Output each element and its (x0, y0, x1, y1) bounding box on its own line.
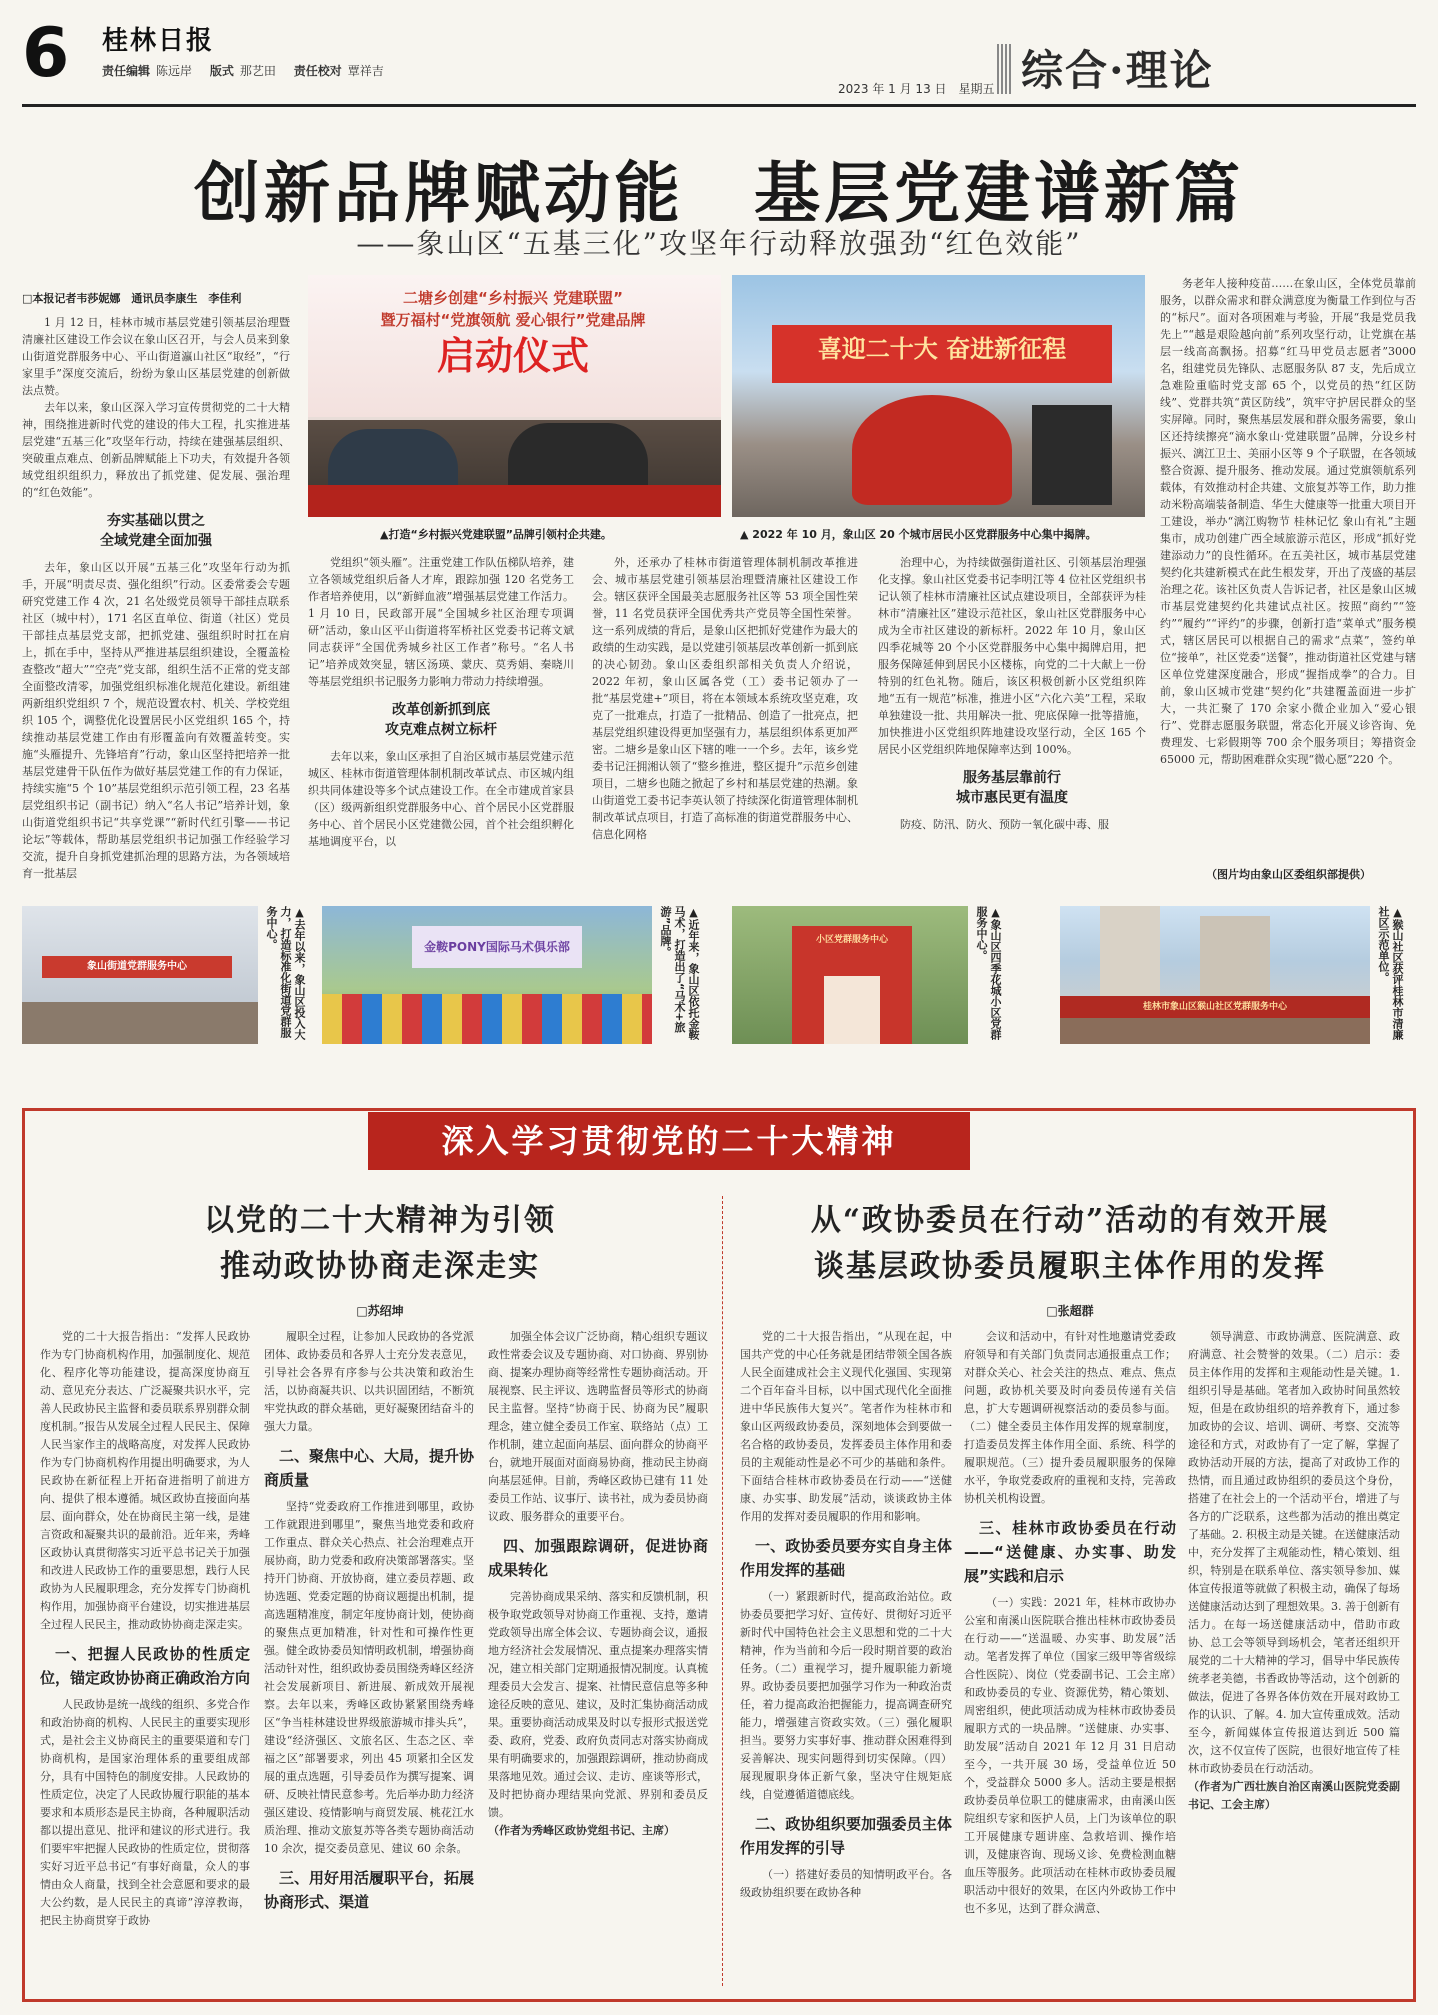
row-caption-4: ▲猴山社区获评桂林市清廉社区示范单位。 (1377, 906, 1404, 1040)
photo-table (308, 485, 721, 517)
photo-houshan-community (1060, 906, 1370, 1044)
column-4-tail: 防疫、防汛、防火、预防一氧化碳中毒、服 (900, 818, 1109, 831)
photo-credit: （图片均由象山区委组织部提供） (1206, 868, 1371, 881)
main-subheadline: ——象山区“五基三化”攻坚年行动释放强劲“红色效能” (356, 227, 1082, 260)
editor-credits (102, 62, 398, 79)
right-col1c-text: （一）搭建好委员的知情明政平台。各级政协组织要在政协各种 (740, 1868, 952, 1899)
column-5-body: 务老年人接种疫苗……在象山区，全体党员靠前服务，以群众需求和群众满意度为衡量工作到位与否的“标尺”。面对各项困难与考验，开展“我是党员我先上”“越是艰险越向前”系列攻坚行动，让党旗在基层一线高高飘扬。招募“红马甲党员志愿者”3000 名，组建党员先锋队、志愿服务队 87 支，先后成立急难险重临时党支部 65 个，以党员的热“红区防线”、党群共筑“黄区防线”，筑牢守护居民群众的坚实屏障。同时，聚焦基层发展和群众服务需要，象山区还持续擦亮“滴水象山·党建联盟”品牌，分设乡村振兴、漓江卫士、美丽小区等 9 个子联盟，在各领域整合资源、提升服务、推动发展。通过党旗领航系列载体，有效推动村企共建、文旅复苏等工作，助力推动米粉高端装备制造、华生大健康等一批重大项目开工建设，举办“漓江购物节 桂林记忆 象山有礼”主题集市，成功创建广西全域旅游示范区，形成“抓好党建添动力”的良性循环。在五美社区，城市基层党建契约化共建新模式在此生根发芽，开出了茂盛的基层治理之花。该社区负责人告诉记者，社区是象山区城市基层党建契约化共建试点社区。按照“商约”“签约”“履约”“评约”的步骤，创新打造“菜单式”服务模式，辖区居民可以根据自己的需求“点菜”，签约单位“接单”，社区党委“送餐”，推动街道社区党建与辖区单位党建深度融合，形成“握指成拳”的合力。目前，象山区城市党建“契约化”共建覆盖面进一步扩大，一共汇聚了 170 余家小微企业加入“爱心银行”、党群志愿服务联盟，常态化开展义诊咨询、免费理发、七彩假期等 700 余个服务项目；筹措资金 65000 元，帮助困难群众实现“微心愿”220 个。 (1160, 277, 1416, 766)
page-number: 6 (22, 14, 70, 93)
photo-sign-community: 小区党群服务中心 (815, 935, 888, 945)
subhead-3: 服务基层靠前行 城市惠民更有温度 (956, 770, 1068, 806)
left-article-author: □苏绍坤 (356, 1304, 404, 1318)
left-author-note: （作者为秀峰区政协党组书记、主席） (488, 1824, 675, 1837)
left-title-line-2: 推动政协协商走深走实 (220, 1249, 540, 1284)
proof-label: 责任校对 (293, 64, 342, 78)
row-caption-2: ▲近年来，象山区依托金鞍马术，打造出了“马术+旅游”品牌。 (659, 906, 700, 1040)
article-column-3 (592, 554, 858, 894)
main-headline: 创新品牌赋动能 基层党建谱新篇 (194, 155, 1244, 232)
article-column-4 (878, 554, 1146, 894)
right-column-3 (1188, 1328, 1400, 1988)
left-article-title (60, 1198, 700, 1290)
paper-name: 桂林日报 (102, 26, 215, 56)
photo-2-caption: ▲ 2022 年 10 月，象山区 20 个城市居民小区党群服务中心集中揭牌。 (740, 528, 1097, 541)
feature-divider (722, 1196, 723, 1986)
photo-floor (22, 1002, 258, 1044)
issue-date: 2023 年 1 月 13 日 星期五 (838, 82, 995, 96)
right-title-line-1: 从“政协委员在行动”活动的有效开展 (810, 1203, 1330, 1238)
section-bars (997, 44, 1011, 94)
right-article-title (740, 1198, 1400, 1290)
right-title-line-2: 谈基层政协委员履职主体作用的发挥 (814, 1249, 1326, 1284)
photo-officials (1032, 405, 1112, 505)
left-col1-text: 党的二十大报告指出：“发挥人民政协作为专门协商机构作用，加强制度化、规范化、程序化等功能建设，提高深度协商互动、意见充分表达、广泛凝聚共识水平，完善人民政协民主监督和委员联系界别群众制度机制。”报告从发展全过程人民民主、保障人民当家作主的战略高度，对发挥人民政协作为专门协商机构作用提出明确要求，为人民政协在新征程上开拓奋进指明了前进方向、提供了根本遵循。城区政协直接面向基层、面向群众，处在协商民主第一线，是建言资政和凝聚共识的最前沿。近年来，秀峰区政协认真贯彻落实习近平总书记关于加强和改进人民政协工作的重要思想，践行人民政协为人民履职理念，充分发挥专门协商机构作用，加强协商平台建设，切实推进基层全过程人民民主，推动政协协商走深走实。 (40, 1330, 250, 1631)
left-column-1 (40, 1328, 250, 1988)
article-column-1 (22, 290, 290, 885)
photo-tower-1 (1100, 906, 1160, 996)
left-col2b-text: 坚持“党委政府工作推进到哪里，政协工作就跟进到哪里”，聚焦当地党委和政府工作重点、群众关心热点、社会治理难点开展协商，助力党委和政府决策部署落实。坚持开门协商、开放协商，建立委员荐题、政协选题、党委定题的协商议题提出机制，提高选题精准度，制定年度协商计划，使协商的聚焦点更加精准，针对性和可操作性更强。健全政协委员知情明政机制，增强协商活动针对性，组织政协委员围绕秀峰区经济社会发展新项目、新进展、新成效开展视察。去年以来，秀峰区政协紧紧围绕秀峰区“争当桂林建设世界级旅游城市排头兵”，建设“经济强区、文旅名区、生态之区、幸福之区”部署要求，列出 45 项紧扣全区发展的重点选题，引导委员作为撰写提案、调研、反映社情民意参考。先后举办助力经济强区建设、疫情影响与商贸发展、桃花江水质治理、推动文旅复苏等各类专题协商活动 10 余次，提交委员意见、建议 60 余条。 (264, 1500, 474, 1855)
photo-1-caption: ▲打造“乡村振兴党建联盟”品牌引领村企共建。 (380, 528, 612, 541)
left-subhead-3: 三、用好用活履职平台，拓展协商形式、渠道 (264, 1869, 474, 1911)
photo-door (824, 976, 880, 1044)
photo-street-center (22, 906, 258, 1044)
row-caption-3: ▲象山区四季花城小区党群服务中心。 (975, 906, 1002, 1040)
right-subhead-2: 二、政协组织要加强委员主体作用发挥的引导 (740, 1815, 952, 1857)
editor-name: 陈远岸 (156, 64, 193, 78)
row-caption-1: ▲去年以来，象山区投入大力，打造标准化街道党群服务中心。 (265, 906, 306, 1040)
subhead-1: 夯实基础以贯之 全域党建全面加强 (100, 513, 212, 549)
photo-storefront (1060, 1018, 1370, 1044)
right-col1-text: 党的二十大报告指出，“从现在起，中国共产党的中心任务就是团结带领全国各族人民全面建成社会主义现代化强国、实现第二个百年奋斗目标，以中国式现代化全面推进中华民族伟大复兴”。笔者作为桂林市和象山区两级政协委员，深刻地体会到要做一名合格的政协委员，发挥委员主体作用和委员的主观能动性是必不可少的基础和条件。下面结合桂林市政协委员在行动——“送健康、办实事、助发展”活动，谈谈政协主体作用的发挥对委员履职的作用和影响。 (740, 1330, 952, 1523)
article-column-5 (1160, 275, 1416, 855)
left-col3b-text: 完善协商成果采纳、落实和反馈机制，积极争取党政领导对协商工作重视、支持，邀请党政领导出席全体会议、专题协商会议，通报地方经济社会发展情况、重点提案办理落实情况，建立相关部门定期通报情况制度。认真梳理委员大会发言、提案、社情民意信息等多种途径反映的意见、建议，及时汇集协商活动成果。重要协商活动成果及时以专报形式报送党委、政府，党委、政府负责同志对落实协商成果有明确要求的，加强跟踪调研，推动协商成果落地见效。通过会议、走访、座谈等形式，及时把协商办理结果向党派、界别和委员反馈。 (488, 1590, 708, 1819)
left-col3-text: 加强全体会议广泛协商，精心组织专题议政性常委会议及专题协商、对口协商、界别协商、提案办理协商等经常性专题协商活动。开展视察、民主评议、选聘监督员等形式的协商民主监督。坚持“协商于民、协商为民”履职理念，建立健全委员工作室、联络站（点）工作机制，建立起面向基层、面向群众的协商平台，就地开展面对面商易协商，推动民主协商向基层延伸。目前，秀峰区政协已建有 11 处委员工作站、议事厅、读书社，成为委员协商议政、服务群众的重要平台。 (488, 1330, 708, 1523)
photo-ertang-ceremony (308, 275, 721, 517)
left-subhead-4: 四、加强跟踪调研，促进协商成果转化 (488, 1537, 708, 1579)
right-col1b-text: （一）紧跟新时代，提高政治站位。政协委员要把学习好、宣传好、贯彻好习近平新时代中国特色社会主义思想和党的二十大精神，作为当前和今后一段时期首要的政治任务。（二）重视学习，提升履职能力新境界。政协委员要把加强学习作为一种政治责任，着力提高政治把握能力，提高调查研究能力，增强建言资政实效。（三）强化履职担当。要努力实事好事、推动群众困难得到妥善解决、现实问题得到切实保障。（四）展现履职身体正新气象，坚决守住规矩底线，自觉遵循道德底线。 (740, 1590, 952, 1801)
section-title: 综合·理论 (1021, 46, 1214, 95)
left-subhead-1: 一、把握人民政协的性质定位，锚定政协协商正确政治方向 (40, 1645, 250, 1687)
photo-sign-street: 象山街道党群服务中心 (42, 956, 232, 978)
left-subhead-2: 二、聚焦中心、大局，提升协商质量 (264, 1447, 474, 1489)
photo-crowd (322, 994, 652, 1044)
right-column-2 (964, 1328, 1176, 1988)
column-2-body-2: 去年以来，象山区承担了自治区城市基层党建示范城区、桂林市街道管理体制机制改革试点、市区城内组织共同体建设等多个试点建设工作。在全市建成首家县（区）级两新组织党群服务中心、首个居民小区党群服务中心、首个居民小区党建微公园，首个社会组织孵化基地调度平台，以 (308, 750, 574, 848)
masthead (22, 14, 1416, 109)
intro-paragraph-2: 去年以来，象山区深入学习宣传贯彻党的二十大精神，围绕推进新时代党的建设的伟大工程，扎实推进基层党建“五基三化”攻坚年行动，持续在建强基层组织、突破重点难点、创新品牌赋能上下功夫，有效提升各领域党组织组织力，释放出了抓党建、促发展、强治理的“红色效能”。 (22, 401, 290, 499)
layout-label: 版式 (209, 64, 234, 78)
photo-sign-houshan: 桂林市象山区猴山社区党群服务中心 (1060, 996, 1370, 1018)
feature-banner: 深入学习贯彻党的二十大精神 (368, 1112, 970, 1170)
photo-sign-horse: 金鞍PONY国际马术俱乐部 (412, 926, 582, 968)
right-col2b-text: （一）实践：2021 年，桂林市政协办公室和南溪山医院联合推出桂林市政协委员在行动——“送温暖、办实事、助发展”活动。笔者发挥了单位（国家三级甲等省级综合性医院）、岗位（党委副书记、工会主席）和政协委员的专业、资源优势，精心策划、周密组织，使此项活动成为桂林市政协委员履职方式的一块品牌。“送健康、办实事、助发展”活动自 2021 年 12 月 31 日启动至今，一共开展 30 场，受益单位近 50 个，受益群众 5000 多人。活动主要是根据政协委员单位职工的健康需求，由南溪山医院组织专家和医护人员，上门为该单位的职工开展健康专题讲座、急救培训、操作培训，及健康咨询、现场义诊、免费检测血糖血压等服务。此项活动在桂林市政协委员履职活动中很好的效果，在区内外政协工作中也不多见，达到了群众满意、 (964, 1596, 1176, 1915)
photo-banner-line-2: 暨万福村“党旗领航 爱心银行”党建品牌 (380, 311, 646, 329)
column-3-body: 外，还承办了桂林市街道管理体制机制改革推进会、城市基层党建引领基层治理暨清廉社区建设工作会。辖区获评全国最美志愿服务社区等 53 项全国性荣誉，11 名党员获评全国优秀共产党员等全国性荣誉。这一系列成绩的背后，是象山区把抓好党建作为最大的政绩的生动实践，是以党建引领基层改革创新一抓到底的决心韧劲。象山区委组织部相关负责人介绍说，2022 年初，象山区属各党（工）委书记领办了一批“基层党建+”项目，将在本领域本系统攻坚克难，攻克了一批难点，打造了一批精品、创造了一批亮点，把基层党组织建设得更加坚强有力，基层组织体系更加严密。二塘乡是象山区下辖的唯一一个乡。去年，该乡党委书记汪拥湘认领了“整乡推进，整区提升”示范乡创建项目，二塘乡也随之掀起了乡村和基层党建的热潮。象山街道党工委书记李英认领了持续深化街道管理体制机制改革试点项目，打造了高标准的街道党群服务中心、信息化网格 (592, 556, 858, 841)
photo-horse-club (322, 906, 652, 1044)
right-article-author: □张超群 (1046, 1304, 1094, 1318)
subhead-2: 改革创新抓到底 攻克难点树立标杆 (385, 702, 497, 738)
column-1-body: 去年，象山区以开展“五基三化”攻坚年行动为抓手，开展“明责尽责、强化组织”行动。区委常委会专题研究党建工作 4 次，21 名处级党员领导干部挂点联系社区（城中村），171 名区直单位、街道（社区）党员干部挂点基层党支部，把抓党建、强组织时时扛在肩上，抓在手中，坚持从严推进基层组织建设，全覆盖检查整改“超大”“空壳”党支部，组织生活不正常的党支部全面整改清零，加强党组织标准化规范化建设。新组建两新组织党组织 7 个，规范设置农村、机关、学校党组织 105 个，调整优化设置居民小区党组织 165 个，持续推动基层党建工作由有形覆盖向有效覆盖转变。实施“头雁提升、先锋培育”行动，象山区坚持把培养一批基层党建骨干队伍作为做好基层党建工作的有力保证，持续实施“5 个 10”基层党组织示范引领工程，23 名基层党组织书记（副书记）纳入“名人书记”培养计划，象山街道党组织书记“共享党课”“新时代红引擎——书记论坛”等载体，帮助基层党组织书记加强工作经验学习交流，提升自身抓党建抓治理的思路方法，为各领域培育一批基层 (22, 561, 290, 880)
left-col2-text: 履职全过程，让参加人民政协的各党派团体、政协委员和各界人士充分发表意见，引导社会各界有序参与公共决策和政治生活，以协商凝共识、以共识固团结，不断筑牢党执政的群众基础，更好凝聚团结奋斗的强大力量。 (264, 1330, 474, 1433)
photo-banner-text (348, 287, 678, 381)
right-col3-text: 领导满意、市政协满意、医院满意、政府满意、社会赞誉的效果。（二）启示：委员主体作用的发挥和主观能动性是关键。1. 组织引导是基础。笔者加入政协时间虽然较短，但是在政协组织的培养教育下，通过参加政协的会议、培训、调研、考察、交流等途径和方式，对政协有了一定了解，掌握了政协活动开展的方法，提高了对政协工作的热情，而且通过政协组织的委员这个身份，搭建了在社会上的一个活动平台，增进了与各方的广泛联系，这些都为活动的推出奠定了基础。2. 积极主动是关键。在送健康活动中，充分发挥了主观能动性，精心策划、组织，特别是在联系单位、落实领导参加、媒体宣传报道等就做了积极主动，确保了每场送健康活动达到了理想效果。3. 善于创新有活力。在每一场送健康活动中，借助市政协、总工会等领导到场机会，笔者还组织开展党的二十大精神的学习，倡导中华民族传统孝老美德，书香政协等活动，这个创新的做法，促进了各界各体仿效在开展对政协工作的认识、了解。4. 加大宣传重成效。活动至今，新闻媒体宣传报道达到近 500 篇次，这不仅宣传了医院，也很好地宣传了桂林市政协委员在行动活动。 (1188, 1330, 1400, 1775)
right-column-1 (740, 1328, 952, 1988)
left-column-3 (488, 1328, 708, 1988)
photo-four-seasons (732, 906, 968, 1044)
column-4-body: 治理中心，为持续做强街道社区、引领基层治理强化支撑。象山社区党委书记李明江等 4 位社区党组织书记认领了桂林市清廉社区试点建设项目，全部获评为桂林市“清廉社区”建设示范社区，象山社区党群服务中心成为全市社区建设的新标杆。2022 年 10 月，象山区四季花城等 20 个小区党群服务中心集中揭牌启用，把服务保障延伸到居民小区楼栋，向党的二十大献上一份特别的红色礼物。随后，该区积极创新小区党组织阵地“五有一规范”标准，推进小区“六化六美”工程，采取单独建设一批、共用解决一批、兜底保障一批等措施，加快推进小区党组织阵地建设攻坚行动，全区 165 个居民小区党组织阵地保障率达到 100%。 (878, 556, 1146, 756)
masthead-rule (22, 104, 1416, 107)
editor-label: 责任编辑 (102, 64, 151, 78)
left-col1b-text: 人民政协是统一战线的组织、多党合作和政治协商的机构、人民民主的重要实现形式，是社会主义协商民主的重要渠道和专门协商机构，是国家治理体系的重要组成部分，具有中国特色的制度安排。人民政协的性质定位，决定了人民政协履行职能的基本要求和本质形态是民主协商，各种履职活动都以提出意见、批评和建议的形式进行。我们要牢牢把握人民政协的性质定位，贯彻落实好习近平总书记“有事好商量，众人的事情由众人商量，找到全社会意愿和要求的最大公约数，是人民民主的真谛”淳淳教诲，把民主协商贯穿于政协 (40, 1698, 250, 1927)
article-column-2 (308, 554, 574, 894)
photo-banner-line-3: 启动仪式 (436, 333, 589, 378)
right-subhead-1: 一、政协委员要夯实自身主体作用发挥的基础 (740, 1537, 952, 1579)
photo-banner-line-1: 二塘乡创建“乡村振兴 党建联盟” (403, 289, 623, 307)
layout-name: 那艺田 (239, 64, 276, 78)
photo-2-banner-text: 喜迎二十大 奋进新征程 (817, 335, 1067, 363)
byline: □本报记者韦莎妮娜 通讯员李康生 李佳利 (22, 292, 242, 305)
right-col2-text: 会议和活动中，有针对性地邀请党委政府领导和有关部门负责同志通报重点工作；对群众关心、社会关注的热点、难点、焦点问题，政协机关要及时向委员传递有关信息，扩大专题调研视察活动的委员参与面。（二）健全委员主体作用发挥的规章制度，打造委员发挥主体作用全面、系统、科学的履职规范。（三）提升委员履职服务的保障水平，争取党委政府的重视和支持，完善政协机关机构设置。 (964, 1330, 1176, 1505)
left-column-2 (264, 1328, 474, 1988)
intro-paragraph-1: 1 月 12 日，桂林市城市基层党建引领基层治理暨清廉社区建设工作会议在象山区召开，与会人员来到象山街道党群服务中心、平山街道瀛山社区“取经”，“行家里手”深度交流后，纷纷为象山区基层党建的创新做法点赞。 (22, 316, 290, 397)
proof-name: 覃祥吉 (347, 64, 384, 78)
column-2-body: 党组织“领头雁”。注重党建工作队伍梯队培养，建立各领域党组织后备人才库，跟踪加强 120 名党务工作者培养使用，以“新鲜血液”增强基层党建工作活力。1 月 10 日，民政部开展“全国城乡社区治理专项调研”活动，象山区平山街道将军桥社区党委书记蒋文斌同志获评“全国优秀城乡社区工作者”称号。“名人书记”培养成效突显，辖区汤瑛、蒙庆、莫秀娟、秦晓川等基层党组织书记服务力影响力带动力持续增强。 (308, 556, 574, 688)
right-subhead-3: 三、桂林市政协委员在行动——“送健康、办实事、助发展”实践和启示 (964, 1519, 1176, 1585)
photo-tower-2 (1200, 916, 1270, 996)
photo-community-unveiling (732, 275, 1145, 517)
photo-red-cloth (852, 395, 1012, 505)
left-title-line-1: 以党的二十大精神为引领 (204, 1203, 556, 1238)
right-author-note: （作者为广西壮族自治区南溪山医院党委副书记、工会主席） (1188, 1780, 1400, 1811)
section-label (997, 34, 1247, 104)
